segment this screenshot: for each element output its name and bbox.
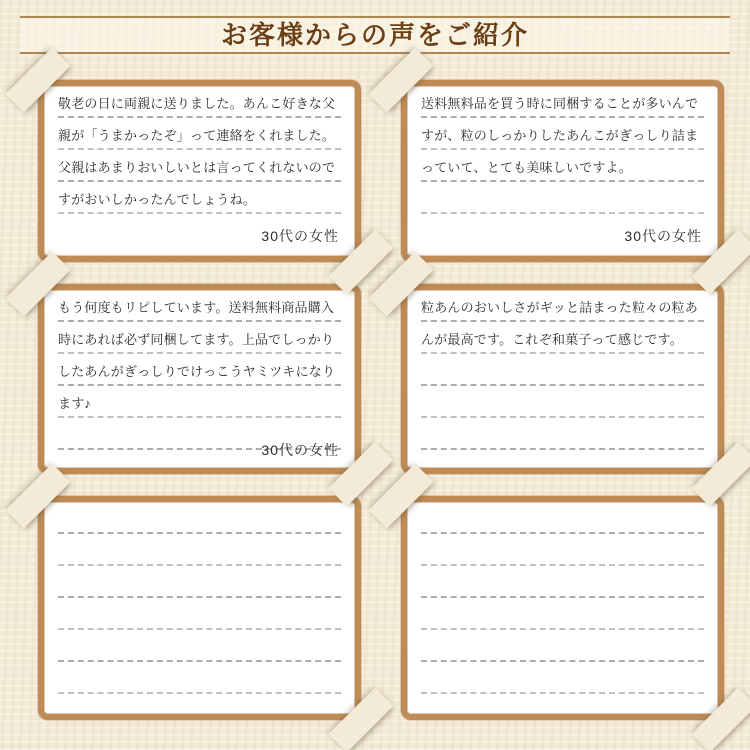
rule-line bbox=[58, 598, 341, 630]
testimonial-card bbox=[401, 80, 724, 262]
testimonial-card bbox=[401, 284, 724, 474]
corner-fold-bottom-right bbox=[691, 687, 750, 750]
rule-line bbox=[58, 566, 341, 598]
rule-line bbox=[421, 534, 704, 566]
section-title: お客様からの声をご紹介 bbox=[220, 20, 529, 50]
rule-line bbox=[58, 502, 341, 534]
rule-line bbox=[421, 502, 704, 534]
testimonial-text: 敬老の日に両親に送りました。あんこ好きな父親が「うまかったぞ」って連絡をくれました。父親はあまりおいしいとは言ってくれないのですがおいしかったんでしょうね。 bbox=[58, 96, 336, 207]
testimonial-card-empty bbox=[38, 496, 361, 720]
testimonial-card bbox=[38, 80, 361, 262]
rule-line bbox=[421, 662, 704, 694]
testimonial-author: 30代の女性 bbox=[261, 442, 339, 458]
testimonial-author: 30代の女性 bbox=[261, 228, 339, 244]
testimonial-grid bbox=[38, 80, 724, 720]
testimonial-text: もう何度もリピしています。送料無料商品購入時にあれば必ず同梱してます。上品でしっかりしたあんがぎっしりでけっこうヤミツキになります♪ bbox=[58, 300, 336, 411]
testimonial-text: 送料無料品を買う時に同梱することが多いんですが、粒のしっかりしたあんこがぎっしり詰まっていて、とても美味しいですよ。 bbox=[421, 96, 699, 175]
testimonial-text: 粒あんのおいしさがギッと詰まった粒々の粒あんが最高です。これぞ和菓子って感じです。 bbox=[421, 300, 698, 347]
testimonial-author: 30代の女性 bbox=[624, 228, 702, 244]
corner-fold-bottom-right bbox=[328, 687, 393, 750]
corner-fold-bottom-right bbox=[691, 441, 750, 506]
rule-line bbox=[58, 662, 341, 694]
ruled-lines bbox=[421, 502, 704, 694]
rule-line bbox=[421, 630, 704, 662]
rule-line bbox=[421, 182, 704, 214]
rule-line bbox=[421, 418, 704, 450]
testimonial-card bbox=[38, 284, 361, 474]
rule-line bbox=[58, 630, 341, 662]
section-header bbox=[20, 16, 730, 54]
rule-line bbox=[58, 534, 341, 566]
testimonial-card-empty bbox=[401, 496, 724, 720]
rule-line bbox=[421, 354, 704, 386]
ruled-lines bbox=[58, 502, 341, 694]
rule-line bbox=[421, 598, 704, 630]
rule-line bbox=[421, 386, 704, 418]
rule-line bbox=[421, 566, 704, 598]
